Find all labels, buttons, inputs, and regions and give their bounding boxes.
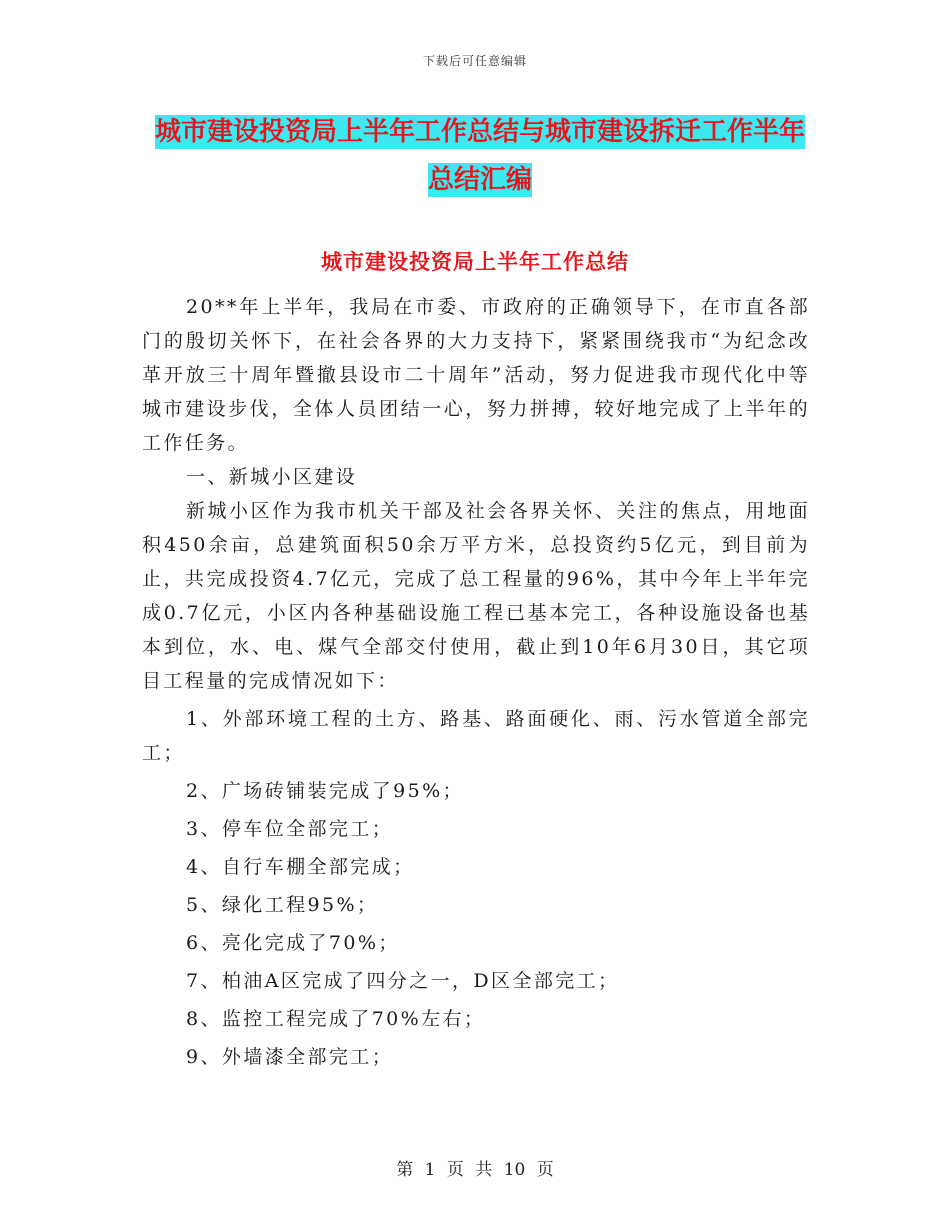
paragraph-intro: 20**年上半年，我局在市委、市政府的正确领导下，在市直各部门的殷切关怀下，在社会各界的大力支持下，紧紧围绕我市“为纪念改革开放三十周年暨撤县设市二十周年”活动，努力促进我市现代化中等城市建设步伐，全体人员团结一心，努力拼搏，较好地完成了上半年的工作任务。 [142,296,810,454]
list-item-8: 8、监控工程完成了70%左右； [186,1008,486,1030]
paragraph-heading-1: 一、新城小区建设 [186,466,358,488]
list-item-6: 6、亮化完成了70%； [186,932,400,954]
list-item-3: 3、停车位全部完工； [186,818,394,840]
list-item-7: 7、柏油A区完成了四分之一，D区全部完工； [186,970,620,992]
page-footer: 第 1 页 共 10 页 [396,1160,554,1180]
section-title: 城市建设投资局上半年工作总结 [321,249,629,274]
header-note: 下载后可任意编辑 [422,54,527,68]
list-item-4: 4、自行车棚全部完成； [186,856,415,878]
list-item-1: 1、外部环境工程的土方、路基、路面硬化、雨、污水管道全部完工； [142,708,810,764]
document-title-text: 城市建设投资局上半年工作总结与城市建设拆迁工作半年总结汇编 [154,117,805,195]
list-item-5: 5、绿化工程95%； [186,894,379,916]
document-body [142,290,810,1078]
document-title [150,108,810,204]
list-item-9: 9、外墙漆全部完工； [186,1046,394,1068]
list-item-2: 2、广场砖铺装完成了95%； [186,780,464,802]
paragraph-xincheng: 新城小区作为我市机关干部及社会各界关怀、关注的焦点，用地面积450余亩，总建筑面积50余万平方米，总投资约5亿元，到目前为止，共完成投资4.7亿元，完成了总工程量的96%，其中今年上半年完成0.7亿元，小区内各种基础设施工程已基本完工，各种设施设备也基本到位，水、电、煤气全部交付使用，截止到10年6月30日，其它项目工程量的完成情况如下： [142,500,810,692]
